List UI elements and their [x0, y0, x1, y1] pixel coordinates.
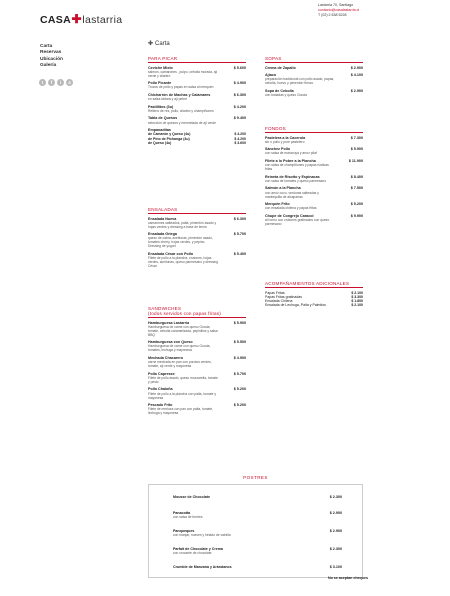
item-price: $ 7.300: [350, 135, 363, 140]
item-price: $ 5.700: [233, 232, 246, 237]
item-name: Pescado Frito: [148, 402, 173, 407]
section-title: [148, 306, 246, 318]
item-name: Hamburguesa con Queso: [148, 340, 193, 345]
item-price: $ 7.500: [350, 186, 363, 191]
item-description: con ensalada chilena y papas fritas: [265, 206, 317, 211]
menu-item: [148, 66, 246, 78]
item-price: $ 4.100: [350, 73, 363, 78]
item-name: Pollo Capresse: [148, 371, 175, 376]
menu-item: [148, 387, 246, 399]
row-price: $ 1.800: [351, 299, 363, 304]
menu-item: [148, 93, 246, 101]
row-label: Ensalada de Lechuga, Palta y Palmitos: [265, 303, 326, 308]
item-price: $ 3.100: [329, 565, 342, 569]
menu-item: [148, 356, 246, 368]
row-label: Ensalada Chilena: [265, 299, 293, 304]
item-price: $ 6.300: [233, 92, 246, 97]
menu-item: [265, 202, 363, 210]
item-price: $ 5.600: [233, 65, 246, 70]
item-price: $ 5.700: [233, 371, 246, 376]
logo-name: lastarria: [82, 14, 123, 26]
menu-item: [265, 66, 363, 70]
item-description: Hamburguesa de carne con queso Gouda, tomates, lechuga y mayonesa: [148, 344, 211, 353]
item-description: selección de quesos y mermelada de ají verde: [148, 120, 216, 125]
logo[interactable]: [40, 12, 122, 26]
item-description: preparación tradicional con pollo asado, papas, cebolla, huevo y pimentón fresco: [265, 77, 335, 86]
menu-item: [173, 547, 342, 555]
item-price: $ 5.500: [233, 340, 246, 345]
item-description: Relleno de res, pollo, cilantro y champiñones: [148, 108, 214, 113]
section-title: ENSALADAS: [148, 207, 246, 214]
row-price: $ 4.200: [234, 136, 246, 141]
menu-item: [148, 116, 246, 124]
item-name: Pastillitos (3u): [148, 104, 174, 109]
nav-item-reservas[interactable]: Reservas: [40, 50, 62, 56]
section-para-picar: [148, 56, 246, 145]
sides-list: [265, 291, 363, 308]
row-price: $ 2.100: [351, 290, 363, 295]
section-title-text: SANDWICHES: [148, 306, 182, 311]
item-name: Chicharrón de Machas y Calamares: [148, 92, 211, 97]
plus-icon: ✚: [148, 41, 154, 47]
item-price: $ 4.900: [233, 355, 246, 360]
menu-item: [265, 147, 363, 155]
item-price: $ 8.400: [350, 174, 363, 179]
item-description: Filete de pollo a la plancha con palta, tomate y mayonesa: [148, 391, 216, 400]
item-price: $ 2.900: [329, 529, 342, 533]
instagram-icon[interactable]: i: [57, 79, 64, 86]
menu-item: [173, 511, 342, 519]
menu-item: [265, 186, 363, 198]
nav-item-carta[interactable]: Carta: [40, 44, 53, 49]
item-price: $ 2.900: [350, 88, 363, 93]
item-name: Crumble de Manzana y Arándanos: [173, 565, 232, 569]
item-price: $ 4.200: [233, 104, 246, 109]
section-sandwiches: [148, 306, 246, 419]
item-price: $ 6.300: [233, 216, 246, 221]
item-price: $ 5.200: [233, 402, 246, 407]
item-price: $ 2.300: [329, 495, 342, 499]
logo-cross-icon: ✚: [71, 12, 82, 26]
item-description: en salsa tártara y ají pebre: [148, 97, 188, 102]
item-name: Sánchez Pollo: [265, 147, 290, 152]
item-name: Crema de Zapallo: [265, 65, 296, 70]
item-name: Ajiaco: [265, 73, 277, 78]
item-name: Mousse de Chocolate: [173, 495, 210, 499]
item-name: Filete a lo Pobre a la Plancha: [265, 158, 316, 163]
logo-casa: CASA: [40, 14, 71, 26]
item-name: Ceviche Mixto: [148, 65, 173, 70]
footer-note: No se aceptan cheques: [328, 576, 368, 580]
item-description: al horno con crutones gratinados con queso parmesano: [265, 217, 330, 226]
item-price: $ 2.900: [350, 65, 363, 70]
item-price: $ 5.900: [233, 320, 246, 325]
item-description: Filete de pollo asado, queso mozzarella, tomate y pesto: [148, 375, 219, 384]
item-name: Parfait de Chocolate y Crema: [173, 547, 223, 551]
section-sopas: [265, 56, 363, 101]
menu-item: [173, 529, 342, 537]
item-price: $ 5.200: [233, 387, 246, 392]
menu-item: [265, 175, 363, 183]
item-price: $ 2.300: [329, 547, 342, 551]
item-description: Hamburguesa de carne con queso Gouda, tomate, cebolla caramelizada, pepinillos y salsa BBQ: [148, 324, 218, 337]
item-description: salmón, camarones , pulpo, cebolla morada, ají verde y cilantro: [148, 69, 218, 78]
row-label: de Pino de Pichanga (4u): [148, 136, 190, 141]
item-description: Trozos de pollo y papas en salsa al merquén: [148, 85, 214, 90]
page-title: [148, 40, 170, 47]
section-postres: [148, 475, 363, 578]
foursquare-icon[interactable]: 4: [66, 79, 73, 86]
menu-item: [265, 136, 363, 144]
section-subtitle: (todos servidos con papas fritas): [148, 311, 221, 316]
item-description: Filete de pollo a la plancha, crutones, hojas verdes, aceitunas, queso parmesano y dressing César: [148, 256, 219, 269]
social-links: [39, 79, 73, 86]
section-title: FONDOS: [265, 126, 363, 133]
item-description: con salsa de berries: [173, 515, 203, 520]
item-description: con salsa de tomates y queso parmesano: [265, 178, 327, 183]
menu-item: [265, 73, 363, 85]
item-description: con tostadas y queso Gouda: [265, 93, 307, 98]
menu-item: [265, 159, 363, 171]
item-name: Empanaditas: [148, 127, 171, 132]
postres-box: [148, 484, 363, 578]
item-price: $ 2.900: [329, 511, 342, 515]
menu-item: [148, 105, 246, 113]
item-price: $ 5.200: [350, 201, 363, 206]
item-name: Merquén Frito: [265, 201, 290, 206]
menu-item: [148, 232, 246, 248]
item-price: $ 9.900: [350, 213, 363, 218]
item-name: Sopa de Cebolla: [265, 88, 294, 93]
section-acompanamientos: [265, 281, 363, 308]
item-name: Ensalada Griega: [148, 232, 177, 237]
contact-phone: T (02) 2 638 5228: [318, 13, 347, 18]
item-name: Ensalada Nueva: [148, 216, 177, 221]
item-name: Hamburguesa Lastarria: [148, 320, 190, 325]
row-label: de Camarón y Queso (4u): [148, 132, 191, 137]
main-nav: [40, 44, 63, 69]
row-price: $ 2.100: [351, 303, 363, 308]
item-name: Tabla de Quesos: [148, 116, 178, 121]
menu-item: [148, 403, 246, 415]
item-name: Chupe de Congrejo Caracol: [265, 213, 314, 218]
item-description: queso de cabra, aceitunas, pimentón asado, tomates cherry, hojas verdes, y pepino. Dressing de yogurt: [148, 236, 213, 249]
section-fondos: [265, 126, 363, 229]
item-name: Panqueques: [173, 529, 195, 533]
menu-item: [148, 81, 246, 89]
item-description: sin o pollo y puré pastelero: [265, 139, 305, 144]
menu-item: [265, 214, 363, 226]
menu-item: [148, 217, 246, 229]
item-description: con manjar, nueces y helado de vainilla: [173, 533, 231, 538]
section-ensaladas: [148, 207, 246, 272]
item-description: Filete de merluza con pan con palta, tomate, lechuga y mayonesa: [148, 407, 214, 416]
item-price: $ 9.400: [233, 116, 246, 121]
contact-email[interactable]: contacto@casalastarria.cl: [318, 8, 360, 13]
item-price: $ 5.400: [233, 251, 246, 256]
item-name: Reineta de Risotto y Espinacas: [265, 174, 320, 179]
item-name: Pastelera a la Cacerola: [265, 135, 306, 140]
menu-item: [173, 565, 342, 569]
contact-address: Lastarria 70, Santiago: [318, 3, 354, 7]
item-description: con crocante de chocolate: [173, 551, 212, 556]
list-item: [265, 303, 363, 307]
item-name: Ensalada César con Pollo: [148, 251, 194, 256]
row-label: Papas Fritas: [265, 290, 285, 295]
item-description: carne mechada en pan con porotos verdes, tomate, ají verde y mayonesa: [148, 360, 212, 369]
nav-item-galeria[interactable]: Galería: [40, 62, 57, 68]
item-name: Salmón a la Plancha: [265, 186, 301, 191]
section-title: POSTRES: [243, 475, 268, 480]
menu-item: [148, 340, 246, 352]
menu-item: [148, 321, 246, 337]
menu-item: [265, 89, 363, 97]
row-label: de Queso (4u): [148, 140, 172, 145]
section-title: PARA PICAR: [148, 56, 246, 63]
empanadas-list: [148, 132, 246, 145]
row-label: Papas Fritas gratinadas: [265, 294, 302, 299]
row-price: $ 4.200: [234, 132, 246, 137]
item-name: Pollo Chaloña: [148, 387, 173, 392]
page-title-text: Carta: [155, 41, 170, 47]
menu-item: [173, 495, 342, 499]
row-price: $ 3.300: [351, 294, 363, 299]
item-price: $ 5.900: [350, 147, 363, 152]
item-price: $ 4.900: [233, 81, 246, 86]
item-description: camarones salteados, palta, pimentón asado y hojas verdes y dressing a base de limón: [148, 220, 217, 229]
contact-info: [318, 3, 359, 19]
item-name: Pollo Picante: [148, 81, 172, 86]
section-title: SOPAS: [265, 56, 363, 63]
item-name: Mechada Chacarero: [148, 355, 184, 360]
facebook-icon[interactable]: f: [48, 79, 55, 86]
item-description: con salsa de maracuyá y arroz pilaf: [265, 151, 317, 156]
twitter-icon[interactable]: t: [39, 79, 46, 86]
row-price: $ 3.600: [234, 140, 246, 145]
list-item: [148, 141, 246, 145]
item-price: $ 11.900: [348, 158, 363, 163]
item-description: con arroz coco, verduras salteadas y mantequilla de alcaparras: [265, 190, 319, 199]
section-title: ACOMPAÑAMIENTOS ADICIONALES: [265, 281, 363, 288]
menu-item: [148, 372, 246, 384]
menu-item: [148, 252, 246, 268]
item-description: con salsa de champiñones y papas rústicas fritas: [265, 163, 329, 172]
nav-item-ubicacion[interactable]: Ubicación: [40, 56, 63, 62]
item-name: Panacotta: [173, 511, 191, 515]
